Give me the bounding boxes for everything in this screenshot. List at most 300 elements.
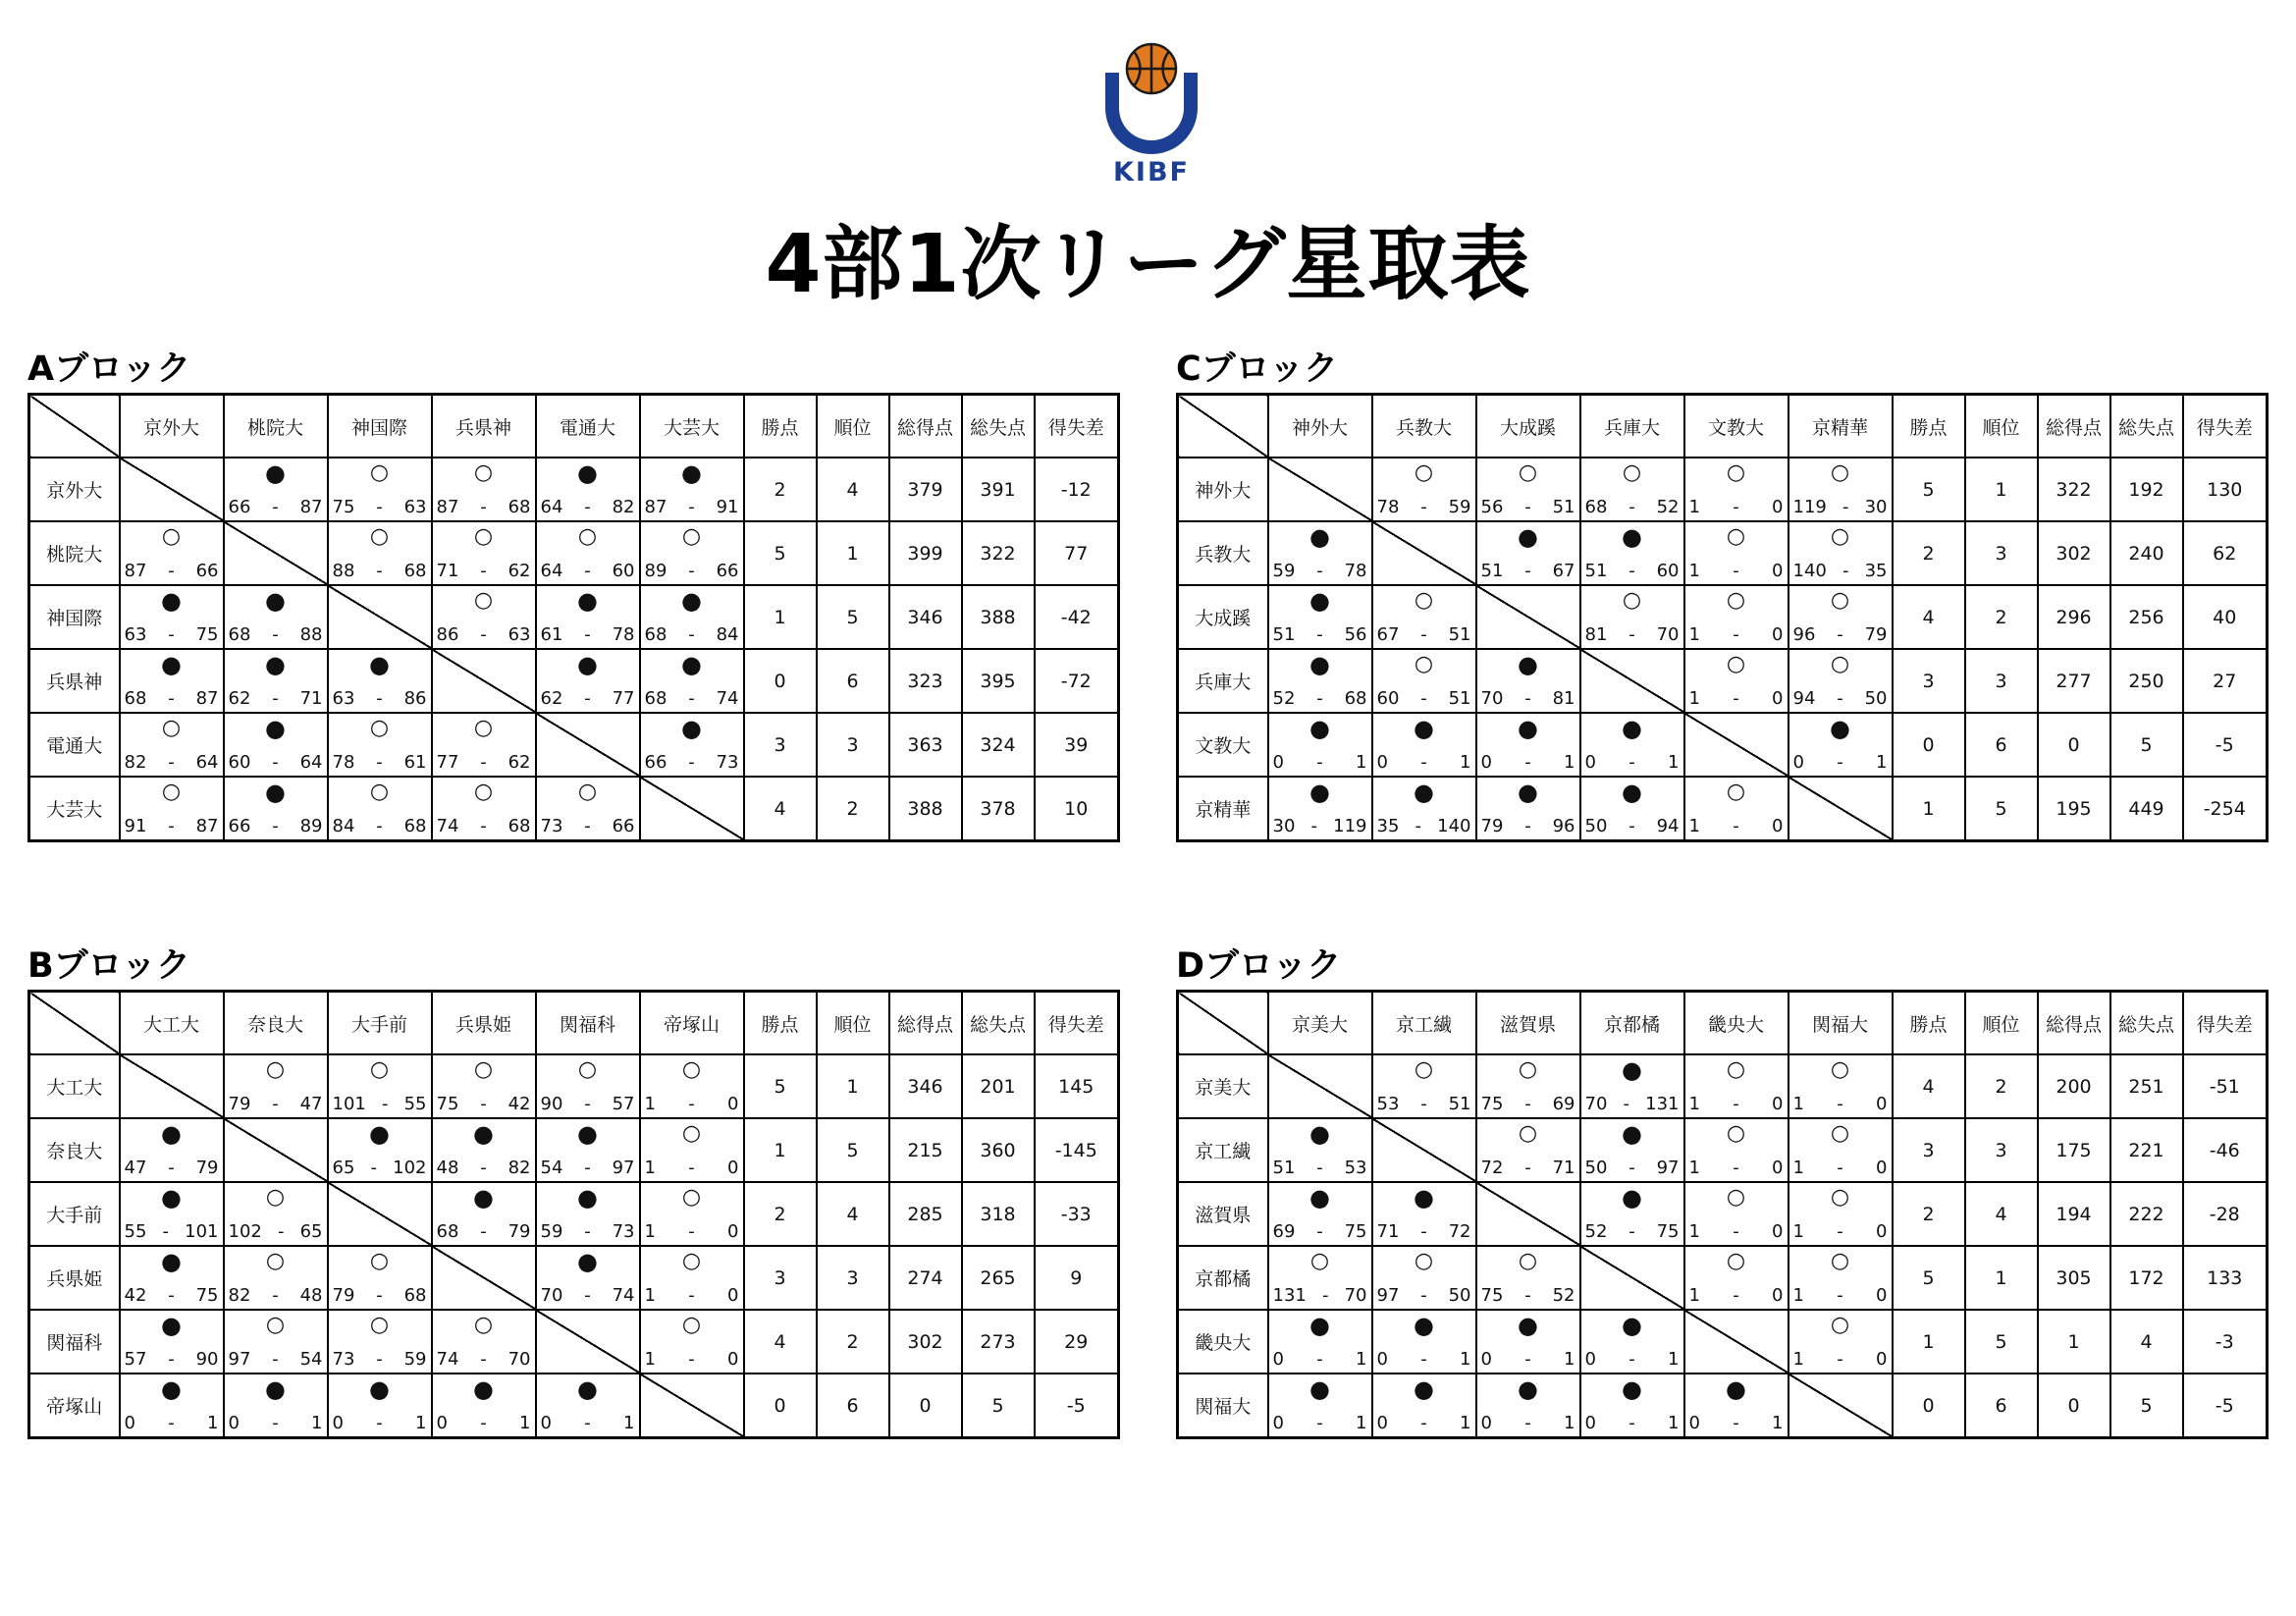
score-against: 0 xyxy=(727,1094,739,1114)
win-mark: ○ xyxy=(1518,1249,1538,1273)
loss-mark: ● xyxy=(1622,1056,1642,1084)
win-mark: ○ xyxy=(369,1313,390,1337)
win-mark: ○ xyxy=(1622,460,1642,485)
match-cell xyxy=(640,521,744,585)
points-against-cell: 322 xyxy=(962,521,1035,585)
match-score xyxy=(1585,1349,1680,1371)
score-for: 0 xyxy=(1688,1413,1700,1433)
loss-mark: ● xyxy=(1309,1120,1330,1148)
win-mark: ○ xyxy=(1830,1313,1850,1337)
score-dash: - xyxy=(688,1349,695,1370)
match-score xyxy=(1273,624,1367,646)
score-for: 101 xyxy=(332,1094,366,1114)
table-row xyxy=(29,1246,1119,1310)
score-against: 70 xyxy=(1344,1285,1367,1306)
win-mark: ○ xyxy=(473,524,494,549)
score-for: 70 xyxy=(1480,688,1504,709)
match-score xyxy=(1793,1349,1888,1371)
score-dash: - xyxy=(1316,752,1323,773)
match-score xyxy=(333,1413,427,1434)
row-team: 畿央大 xyxy=(1178,1310,1268,1374)
points-against-cell: 449 xyxy=(2110,777,2183,841)
page-title: 4部1次リーグ星取表 xyxy=(765,218,1531,311)
score-dash: - xyxy=(1733,1094,1739,1114)
standings-table xyxy=(27,990,1120,1439)
score-dash: - xyxy=(688,1094,695,1114)
row-team: 奈良大 xyxy=(29,1118,120,1182)
score-against: 1 xyxy=(1564,1349,1575,1370)
points-for-cell: 363 xyxy=(889,713,962,777)
score-for: 1 xyxy=(1688,497,1700,517)
score-dash: - xyxy=(480,497,487,517)
score-against: 0 xyxy=(1876,1158,1888,1178)
match-cell xyxy=(328,1118,432,1182)
points-against-cell: 5 xyxy=(962,1374,1035,1438)
score-dash: - xyxy=(162,1221,170,1242)
row-team: 大手前 xyxy=(29,1182,120,1246)
header-points: 勝点 xyxy=(1893,992,1965,1055)
score-for: 63 xyxy=(332,688,355,709)
loss-mark: ● xyxy=(1622,715,1642,742)
score-against: 81 xyxy=(1552,688,1575,709)
points-against-cell: 250 xyxy=(2110,649,2183,713)
points-cell: 0 xyxy=(1893,713,1965,777)
match-score xyxy=(1585,561,1680,582)
header-team: 電通大 xyxy=(536,395,640,458)
score-against: 1 xyxy=(1356,1349,1367,1370)
score-against: 78 xyxy=(1344,561,1367,581)
self-match-cell xyxy=(120,1054,224,1118)
score-against: 71 xyxy=(299,688,323,709)
row-team: 京都橘 xyxy=(1178,1246,1268,1310)
score-for: 75 xyxy=(332,497,355,517)
match-score xyxy=(645,497,739,518)
score-for: 0 xyxy=(228,1413,240,1433)
score-for: 59 xyxy=(1272,561,1296,581)
match-cell xyxy=(536,458,640,521)
win-mark: ○ xyxy=(1830,588,1850,613)
table-row xyxy=(1178,777,2268,841)
score-dash: - xyxy=(1316,624,1323,645)
rank-cell: 1 xyxy=(1965,1246,2038,1310)
score-for: 1 xyxy=(1688,816,1700,836)
match-cell xyxy=(536,1246,640,1310)
match-score xyxy=(125,1221,219,1243)
score-dash: - xyxy=(1837,1285,1843,1306)
points-cell: 3 xyxy=(744,713,817,777)
match-cell xyxy=(1372,1246,1476,1310)
diff-cell: 130 xyxy=(2183,458,2268,521)
match-score xyxy=(1585,1413,1680,1434)
rank-cell: 6 xyxy=(1965,713,2038,777)
score-against: 1 xyxy=(415,1413,427,1433)
table-row xyxy=(29,585,1119,649)
rank-cell: 6 xyxy=(1965,1374,2038,1438)
match-cell xyxy=(120,521,224,585)
score-for: 70 xyxy=(1584,1094,1608,1114)
loss-mark: ● xyxy=(1830,715,1850,742)
match-cell xyxy=(1476,1246,1580,1310)
win-mark: ○ xyxy=(1414,588,1434,613)
match-score xyxy=(1273,816,1367,837)
points-for-cell: 323 xyxy=(889,649,962,713)
score-for: 0 xyxy=(436,1413,448,1433)
match-cell xyxy=(640,1118,744,1182)
score-dash: - xyxy=(168,561,175,581)
match-cell xyxy=(1476,777,1580,841)
score-against: 61 xyxy=(403,752,427,773)
match-score xyxy=(1481,1094,1575,1115)
score-against: 0 xyxy=(1772,1285,1784,1306)
table-row xyxy=(29,1118,1119,1182)
points-cell: 3 xyxy=(1893,1118,1965,1182)
diff-cell: -5 xyxy=(2183,713,2268,777)
table-row xyxy=(29,1374,1119,1438)
match-score xyxy=(1273,1285,1367,1307)
score-for: 82 xyxy=(228,1285,251,1306)
match-score xyxy=(645,1349,739,1371)
match-score xyxy=(125,624,219,646)
points-cell: 3 xyxy=(1893,649,1965,713)
score-against: 0 xyxy=(727,1221,739,1242)
match-cell xyxy=(536,1118,640,1182)
match-score xyxy=(1273,1349,1367,1371)
score-against: 1 xyxy=(1356,752,1367,773)
row-team: 京外大 xyxy=(29,458,120,521)
table-row xyxy=(1178,585,2268,649)
score-for: 81 xyxy=(1584,624,1608,645)
diff-cell: -5 xyxy=(2183,1374,2268,1438)
loss-mark: ● xyxy=(1518,1312,1538,1339)
logo-text: KIBF xyxy=(1113,157,1190,188)
match-score xyxy=(541,497,635,518)
score-against: 75 xyxy=(1656,1221,1680,1242)
win-mark: ○ xyxy=(265,1313,286,1337)
match-score xyxy=(333,752,427,774)
match-cell xyxy=(1476,1118,1580,1182)
rank-cell: 5 xyxy=(817,585,889,649)
score-for: 96 xyxy=(1792,624,1816,645)
score-dash: - xyxy=(1629,1349,1635,1370)
loss-mark: ● xyxy=(161,1248,182,1275)
header-diff: 得失差 xyxy=(2183,395,2268,458)
loss-mark: ● xyxy=(1622,779,1642,806)
row-team: 神外大 xyxy=(1178,458,1268,521)
block-d xyxy=(1176,943,2266,1439)
score-dash: - xyxy=(1420,497,1427,517)
match-score xyxy=(1689,1094,1784,1115)
loss-mark: ● xyxy=(1309,1312,1330,1339)
points-for-cell: 322 xyxy=(2038,458,2110,521)
match-cell xyxy=(536,521,640,585)
match-cell xyxy=(1684,585,1789,649)
match-cell xyxy=(1789,713,1893,777)
score-for: 0 xyxy=(1584,752,1596,773)
match-score xyxy=(541,688,635,710)
loss-mark: ● xyxy=(161,1184,182,1212)
score-against: 140 xyxy=(1437,816,1471,836)
score-against: 74 xyxy=(612,1285,635,1306)
win-mark: ○ xyxy=(1830,524,1850,549)
score-dash: - xyxy=(1420,1413,1427,1433)
score-against: 42 xyxy=(507,1094,531,1114)
score-against: 69 xyxy=(1552,1094,1575,1114)
diff-cell: -5 xyxy=(1035,1374,1119,1438)
score-for: 61 xyxy=(540,624,563,645)
score-against: 72 xyxy=(1448,1221,1471,1242)
win-mark: ○ xyxy=(473,1313,494,1337)
score-dash: - xyxy=(168,1349,175,1370)
header-row xyxy=(29,992,1119,1055)
score-for: 89 xyxy=(644,561,667,581)
self-match-cell xyxy=(328,1182,432,1246)
score-dash: - xyxy=(1524,1158,1531,1178)
match-score xyxy=(1377,497,1471,518)
match-cell xyxy=(1372,1374,1476,1438)
match-cell xyxy=(1580,1310,1684,1374)
score-for: 0 xyxy=(124,1413,135,1433)
points-against-cell: 251 xyxy=(2110,1054,2183,1118)
score-dash: - xyxy=(688,1285,695,1306)
row-team: 帝塚山 xyxy=(29,1374,120,1438)
match-score xyxy=(333,1349,427,1371)
score-dash: - xyxy=(584,1094,591,1114)
score-dash: - xyxy=(168,816,175,836)
match-cell xyxy=(432,1182,536,1246)
match-cell xyxy=(640,585,744,649)
points-against-cell: 273 xyxy=(962,1310,1035,1374)
score-dash: - xyxy=(1733,1158,1739,1178)
points-cell: 4 xyxy=(1893,585,1965,649)
match-score xyxy=(333,816,427,837)
header-team: 桃院大 xyxy=(224,395,328,458)
score-dash: - xyxy=(688,752,695,773)
match-cell xyxy=(1580,1182,1684,1246)
match-score xyxy=(125,1413,219,1434)
score-dash: - xyxy=(376,497,383,517)
score-dash: - xyxy=(480,561,487,581)
score-against: 119 xyxy=(1333,816,1367,836)
match-cell xyxy=(640,1310,744,1374)
match-score xyxy=(333,497,427,518)
score-dash: - xyxy=(688,688,695,709)
table-row xyxy=(1178,1246,2268,1310)
win-mark: ○ xyxy=(265,1057,286,1082)
match-score xyxy=(229,624,323,646)
score-for: 62 xyxy=(228,688,251,709)
score-against: 0 xyxy=(1772,816,1784,836)
header-team: 大工大 xyxy=(120,992,224,1055)
self-match-cell xyxy=(640,777,744,841)
header-team: 神外大 xyxy=(1268,395,1372,458)
match-cell xyxy=(536,585,640,649)
match-score xyxy=(1481,816,1575,837)
match-cell xyxy=(1268,777,1372,841)
score-against: 0 xyxy=(1772,1094,1784,1114)
rank-cell: 4 xyxy=(817,458,889,521)
win-mark: ○ xyxy=(577,1057,598,1082)
score-against: 131 xyxy=(1645,1094,1680,1114)
match-score xyxy=(125,1285,219,1307)
score-dash: - xyxy=(1524,1094,1531,1114)
win-mark: ○ xyxy=(1518,1121,1538,1146)
loss-mark: ● xyxy=(681,587,702,615)
score-for: 1 xyxy=(644,1221,656,1242)
self-match-cell xyxy=(1684,713,1789,777)
score-dash: - xyxy=(168,1158,175,1178)
score-for: 79 xyxy=(1480,816,1504,836)
score-against: 87 xyxy=(299,497,323,517)
score-against: 1 xyxy=(1668,1413,1680,1433)
score-for: 84 xyxy=(332,816,355,836)
score-against: 0 xyxy=(1772,1221,1784,1242)
score-against: 1 xyxy=(1356,1413,1367,1433)
diff-cell: -33 xyxy=(1035,1182,1119,1246)
score-dash: - xyxy=(376,1413,383,1433)
points-cell: 2 xyxy=(1893,521,1965,585)
match-cell xyxy=(432,458,536,521)
score-against: 51 xyxy=(1448,1094,1471,1114)
loss-mark: ● xyxy=(1309,1375,1330,1403)
match-score xyxy=(229,1285,323,1307)
standings-table xyxy=(1176,990,2269,1439)
diff-cell: -145 xyxy=(1035,1118,1119,1182)
match-score xyxy=(437,624,531,646)
match-score xyxy=(437,1158,531,1179)
score-for: 87 xyxy=(644,497,667,517)
score-dash: - xyxy=(1837,1094,1843,1114)
win-mark: ○ xyxy=(161,716,182,740)
match-cell xyxy=(328,777,432,841)
header-team: 兵県姫 xyxy=(432,992,536,1055)
score-for: 74 xyxy=(436,816,459,836)
match-cell xyxy=(1789,1310,1893,1374)
match-cell xyxy=(640,649,744,713)
header-team: 兵県神 xyxy=(432,395,536,458)
score-for: 0 xyxy=(1272,752,1284,773)
score-against: 35 xyxy=(1864,561,1888,581)
score-against: 87 xyxy=(195,688,219,709)
self-match-cell xyxy=(1789,1374,1893,1438)
loss-mark: ● xyxy=(265,651,286,678)
match-score xyxy=(437,1413,531,1434)
match-score xyxy=(541,624,635,646)
match-score xyxy=(333,688,427,710)
match-cell xyxy=(1684,1182,1789,1246)
header-team: 奈良大 xyxy=(224,992,328,1055)
score-dash: - xyxy=(1524,1413,1531,1433)
score-dash: - xyxy=(1310,816,1318,836)
score-dash: - xyxy=(584,1285,591,1306)
match-cell xyxy=(328,1374,432,1438)
points-for-cell: 0 xyxy=(889,1374,962,1438)
score-dash: - xyxy=(480,1158,487,1178)
kibf-logo xyxy=(1097,41,1205,190)
points-for-cell: 285 xyxy=(889,1182,962,1246)
score-for: 0 xyxy=(1376,752,1388,773)
match-cell xyxy=(120,1374,224,1438)
score-for: 57 xyxy=(124,1349,147,1370)
score-dash: - xyxy=(1415,816,1422,836)
score-dash: - xyxy=(480,752,487,773)
score-against: 0 xyxy=(1876,1349,1888,1370)
match-cell xyxy=(1580,777,1684,841)
score-dash: - xyxy=(376,561,383,581)
self-match-cell xyxy=(1684,1310,1789,1374)
score-dash: - xyxy=(1420,1094,1427,1114)
points-for-cell: 399 xyxy=(889,521,962,585)
win-mark: ○ xyxy=(473,1057,494,1082)
score-dash: - xyxy=(1420,1285,1427,1306)
score-for: 0 xyxy=(1272,1413,1284,1433)
self-match-cell xyxy=(536,1310,640,1374)
row-team: 京工繊 xyxy=(1178,1118,1268,1182)
score-against: 1 xyxy=(311,1413,323,1433)
standings-table xyxy=(1176,393,2269,842)
rank-cell: 4 xyxy=(817,1182,889,1246)
match-score xyxy=(437,1349,531,1371)
win-mark: ○ xyxy=(1414,1249,1434,1273)
win-mark: ○ xyxy=(1830,652,1850,676)
match-score xyxy=(1273,561,1367,582)
match-cell xyxy=(1580,713,1684,777)
header-rank: 順位 xyxy=(1965,992,2038,1055)
loss-mark: ● xyxy=(265,1375,286,1403)
match-cell xyxy=(1476,649,1580,713)
win-mark: ○ xyxy=(1726,1057,1746,1082)
score-against: 62 xyxy=(507,752,531,773)
header-team: 関福大 xyxy=(1789,992,1893,1055)
score-for: 1 xyxy=(1792,1349,1804,1370)
points-against-cell: 201 xyxy=(962,1054,1035,1118)
rank-cell: 5 xyxy=(1965,1310,2038,1374)
score-against: 79 xyxy=(1864,624,1888,645)
score-for: 75 xyxy=(1480,1094,1504,1114)
score-dash: - xyxy=(480,1221,487,1242)
match-cell xyxy=(1268,585,1372,649)
match-cell xyxy=(1789,649,1893,713)
match-score xyxy=(125,1158,219,1179)
header-team: 京外大 xyxy=(120,395,224,458)
score-dash: - xyxy=(1321,1285,1329,1306)
match-cell xyxy=(328,1246,432,1310)
score-against: 0 xyxy=(1772,624,1784,645)
match-cell xyxy=(1476,1374,1580,1438)
score-against: 67 xyxy=(1552,561,1575,581)
match-score xyxy=(437,497,531,518)
header-team: 神国際 xyxy=(328,395,432,458)
score-for: 68 xyxy=(644,688,667,709)
score-against: 102 xyxy=(393,1158,427,1178)
score-against: 73 xyxy=(612,1221,635,1242)
match-score xyxy=(1481,1413,1575,1434)
score-dash: - xyxy=(584,497,591,517)
diff-cell: 39 xyxy=(1035,713,1119,777)
points-for-cell: 346 xyxy=(889,585,962,649)
score-against: 1 xyxy=(1876,752,1888,773)
points-cell: 2 xyxy=(744,1182,817,1246)
score-against: 88 xyxy=(299,624,323,645)
match-score xyxy=(229,1221,323,1243)
score-for: 91 xyxy=(124,816,147,836)
diff-cell: 9 xyxy=(1035,1246,1119,1310)
score-against: 50 xyxy=(1448,1285,1471,1306)
score-against: 53 xyxy=(1344,1158,1367,1178)
score-dash: - xyxy=(1733,1413,1739,1433)
match-score xyxy=(1273,1413,1367,1434)
points-for-cell: 388 xyxy=(889,777,962,841)
match-score xyxy=(1793,1221,1888,1243)
